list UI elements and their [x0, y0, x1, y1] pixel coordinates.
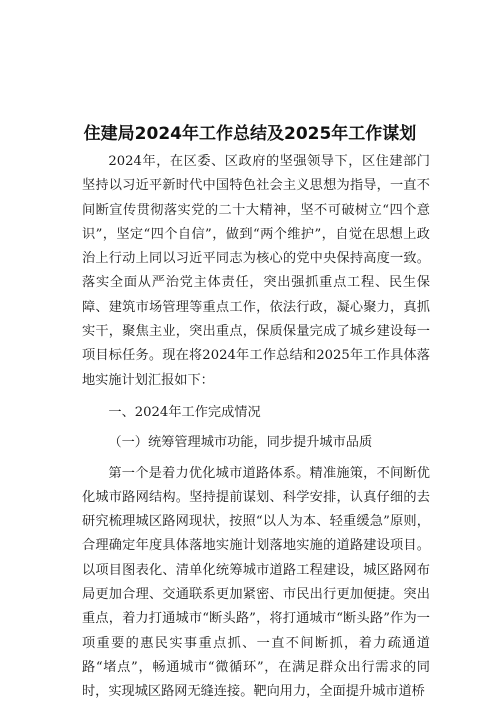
document-body [82, 150, 430, 705]
document-title: 住建局2024年工作总结及2025年工作谋划 [83, 124, 417, 144]
intro-paragraph: 2024年，在区委、区政府的坚强领导下，区住建部门坚持以习近平新时代中国特色社会主义思想为指导，一直不间断宣传贯彻落实党的二十大精神，坚不可破树立“四个意识”，坚定“四个自信”，做到“两个维护”，自觉在思想上政治上行动上同以习近平同志为核心的党中央保持高度一致。落实全面从严治党主体责任，突出强抓重点工程、民生保障、建筑市场管理等重点工作，依法行政，凝心聚力，真抓实干，聚焦主业，突出重点，保质保量完成了城乡建设每一项目标任务。现在将2024年工作总结和2025年工作具体落地实施计划汇报如下： [82, 154, 430, 388]
body-paragraph: 第一个是着力优化城市道路体系。精准施策，不间断优化城市路网结构。坚持提前谋划、科学安排，认真仔细的去研究梳理城区路网现状，按照“以人为本、轻重缓急”原则，合理确定年度具体落地实施计划落地实施的道路建设项目。以项目图表化、清单化统筹城市道路工程建设，城区路网布局更加合理、交通联系更加紧密、市民出行更加便捷。突出重点，着力打通城市“断头路”，将打通城市“断头路”作为一项重要的惠民实事重点抓、一直不间断抓，着力疏通道路“堵点”，畅通城市“微循环”，在满足群众出行需求的同时，实现城区路网无缝连接。靶向用力，全面提升城市道桥 [82, 465, 430, 700]
section-heading: 一、2024年工作完成情况 [108, 404, 261, 420]
subsection-heading: （一）统筹管理城市功能，同步提升城市品质 [108, 435, 373, 451]
